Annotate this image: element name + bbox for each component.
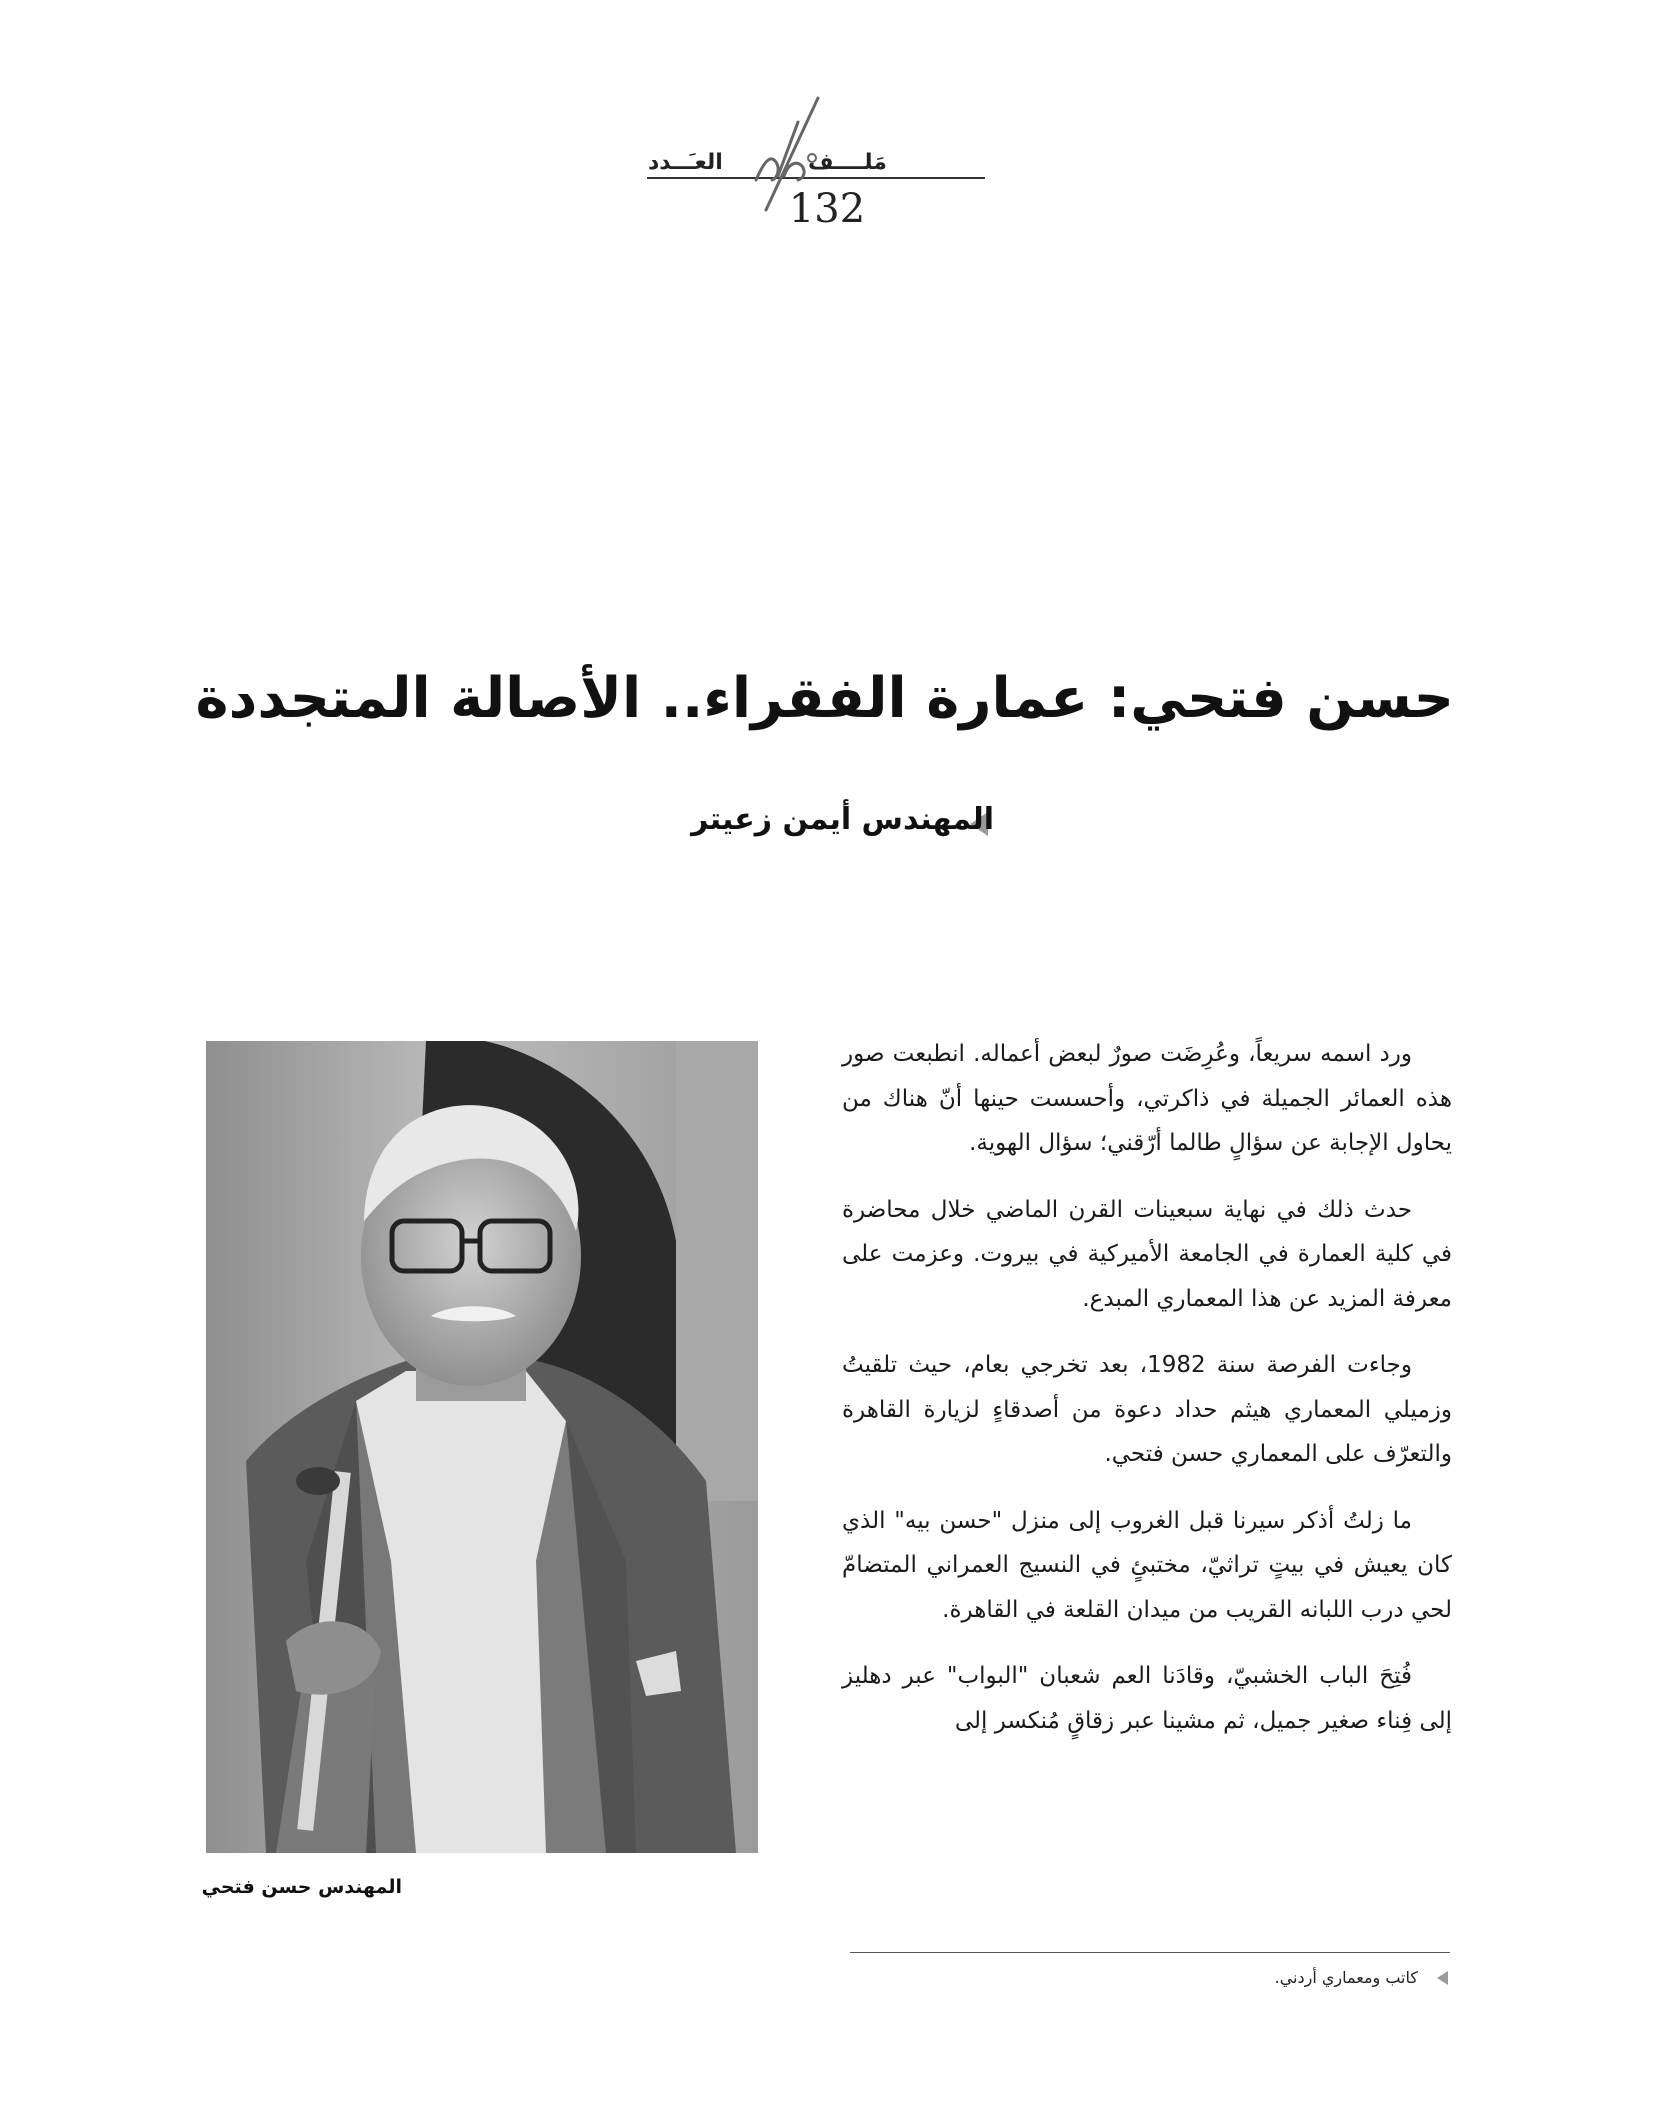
page-number: 132 <box>788 186 866 232</box>
photo-caption: المهندس حسن فتحي <box>201 1876 402 1898</box>
footnote-rule <box>850 1952 1450 1953</box>
issue-label: العـَــدد <box>648 150 723 175</box>
body-paragraph: ما زلتُ أذكر سيرنا قبل الغروب إلى منزل "حسن بيه" الذي كان يعيش في بيتٍ تراثيّ، مختبئٍ في النسيج العمراني المتضامّ لحي درب اللبانه القريب من ميدان القلعة في القاهرة. <box>842 1507 1452 1623</box>
body-paragraph: فُتِحَ الباب الخشبيّ، وقادَنا العم شعبان "البواب" عبر دهليز إلى فِناء صغير جميل، ثم مشينا عبر زقاقٍ مُنكسر إلى <box>842 1663 1452 1734</box>
section-label: مَلــــف <box>808 150 887 175</box>
footnote-arrow-icon <box>1437 1971 1448 1985</box>
body-paragraph: حدث ذلك في نهاية سبعينات القرن الماضي خلال محاضرة في كلية العمارة في الجامعة الأميركية في بيروت. وعزمت على معرفة المزيد عن هذا المعماري المبدع. <box>842 1196 1452 1312</box>
portrait-photo <box>206 1041 758 1853</box>
article-body <box>842 1032 1452 1765</box>
body-paragraph: وجاءت الفرصة سنة 1982، بعد تخرجي بعام، حيث تلقيتُ وزميلي المعماري هيثم حداد دعوة من أصدقاءٍ لزيارة القاهرة والتعرّف على المعماري حسن فتحي. <box>842 1352 1452 1467</box>
author-byline: المهندس أيمن زعيتر <box>691 802 994 837</box>
running-header <box>0 0 1654 240</box>
author-footnote: كاتب ومعماري أردني. <box>1274 1968 1418 1987</box>
body-paragraph: ورد اسمه سريعاً، وعُرِضَت صورٌ لبعض أعماله. انطبعت صور هذه العمائر الجميلة في ذاكرتي، وأحسست حينها أنّ هناك من يحاول الإجابة عن سؤالٍ طالما أرّقني؛ سؤال الهوية. <box>842 1041 1452 1156</box>
article-title: حسن فتحي: عمارة الفقراء.. الأصالة المتجددة <box>195 666 1454 731</box>
